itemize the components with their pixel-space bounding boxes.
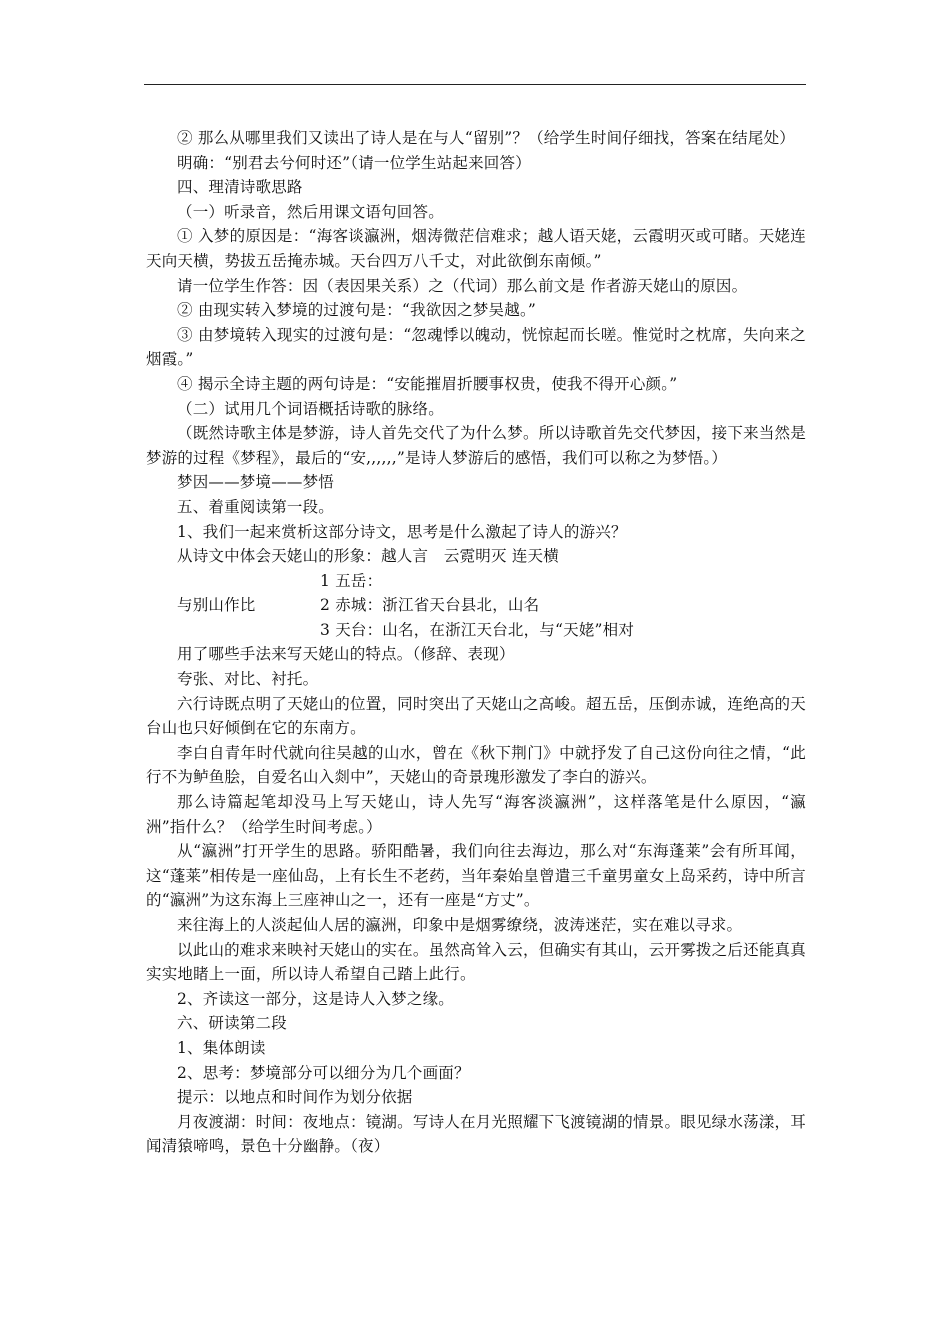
comparison-item: 2 赤城：浙江省天台县北，山名 bbox=[320, 596, 540, 615]
paragraph: 2、思考：梦境部分可以细分为几个画面？ bbox=[177, 1063, 470, 1082]
paragraph: 来往海上的人淡起仙人居的瀛洲，印象中是烟雾缭绕，波涛迷茫，实在难以寻求。 bbox=[177, 916, 743, 934]
paragraph: 从“瀛洲”打开学生的思路。骄阳酷暑，我们向往去海边，那么对“东海蓬莱”会有所耳闻，这“蓬莱”相传是一座仙岛，上有长生不老药，当年秦始皇曾遣三千童男童女上岛采药，诗中所言的“瀛洲”为这东海上三座神山之一，还有一座是“方丈”。 bbox=[146, 842, 806, 910]
paragraph: 那么诗篇起笔却没马上写天姥山，诗人先写“海客淡瀛洲”，这样落笔是什么原因，“瀛洲”指什么？（给学生时间考虑。） bbox=[146, 793, 806, 836]
comparison-item: 1 五岳： bbox=[320, 571, 383, 590]
paragraph: 1、集体朗读 bbox=[177, 1038, 266, 1057]
paragraph: 请一位学生作答：因（表因果关系）之（代词）那么前文是 作者游天姥山的原因。 bbox=[177, 276, 748, 295]
paragraph: 用了哪些手法来写天姥山的特点。（修辞、表现） bbox=[177, 645, 515, 664]
paragraph: 月夜渡湖：时间：夜地点：镜湖。写诗人在月光照耀下飞渡镜湖的情景。眼见绿水荡漾，耳闻清猿啼鸣，景色十分幽静。（夜） bbox=[146, 1112, 806, 1156]
paragraph: 2、齐读这一部分，这是诗人入梦之缘。 bbox=[177, 989, 454, 1008]
paragraph: ④ 揭示全诗主题的两句诗是：“安能摧眉折腰事权贵，使我不得开心颜。” bbox=[177, 374, 678, 393]
paragraph: 1、我们一起来赏析这部分诗文，思考是什么激起了诗人的游兴？ bbox=[177, 522, 627, 541]
paragraph: 李白自青年时代就向往吴越的山水，曾在《秋下荆门》中就抒发了自己这份向往之情，“此行不为鲈鱼脍，自爱名山入剡中”，天姥山的奇景瑰形激发了李白的游兴。 bbox=[146, 743, 806, 787]
paragraph: 夸张、对比、衬托。 bbox=[177, 670, 319, 689]
paragraph: ② 那么从哪里我们又读出了诗人是在与人“留别”？（给学生时间仔细找，答案在结尾处） bbox=[177, 129, 795, 147]
document-body bbox=[146, 126, 806, 1159]
paragraph: 明确：“别君去兮何时还”（请一位学生站起来回答） bbox=[177, 153, 531, 172]
paragraph: 从诗文中体会天姥山的形象：越人言 云霓明灭 连天横 bbox=[177, 547, 559, 566]
comparison-row bbox=[146, 618, 806, 643]
header-rule bbox=[144, 84, 806, 85]
paragraph: 以此山的难求来映衬天姥山的实在。虽然高耸入云，但确实有其山，云开雾拨之后还能真真实实地睹上一面，所以诗人希望自己踏上此行。 bbox=[146, 940, 806, 984]
section-heading: 六、研读第二段 bbox=[177, 1014, 287, 1033]
paragraph: 梦因——梦境——梦悟 bbox=[177, 473, 335, 492]
comparison-row bbox=[146, 569, 806, 594]
comparison-item: 3 天台：山名，在浙江天台北，与“天姥”相对 bbox=[320, 620, 635, 639]
paragraph: ② 由现实转入梦境的过渡句是：“我欲因之梦吴越。” bbox=[177, 301, 537, 320]
paragraph: 六行诗既点明了天姥山的位置，同时突出了天姥山之高峻。超五岳，压倒赤诚，连绝高的天台山也只好倾倒在它的东南方。 bbox=[146, 694, 806, 738]
paragraph: ③ 由梦境转入现实的过渡句是：“忽魂悸以魄动，恍惊起而长嗟。惟觉时之枕席，失向来之烟霞。” bbox=[146, 325, 806, 369]
subsection-heading: （一）听录音，然后用课文语句回答。 bbox=[177, 202, 444, 221]
section-heading: 四、理清诗歌思路 bbox=[177, 178, 303, 197]
subsection-heading: （二）试用几个词语概括诗歌的脉络。 bbox=[177, 399, 444, 418]
paragraph: （既然诗歌主体是梦游，诗人首先交代了为什么梦。所以诗歌首先交代梦因，接下来当然是梦游的过程《梦程》，最后的“安,,,,,,”是诗人梦游后的感悟，我们可以称之为梦悟。） bbox=[146, 424, 806, 467]
paragraph: ① 入梦的原因是：“海客谈瀛洲，烟涛微茫信难求；越人语天姥，云霞明灭或可睹。天姥连天向天横，势拔五岳掩赤城。天台四万八千丈，对此欲倒东南倾。” bbox=[146, 227, 806, 270]
mountain-comparison bbox=[146, 569, 806, 643]
section-heading: 五、着重阅读第一段。 bbox=[177, 497, 335, 516]
comparison-label: 与别山作比 bbox=[177, 596, 256, 615]
comparison-row bbox=[146, 593, 806, 618]
paragraph: 提示：以地点和时间作为划分依据 bbox=[177, 1088, 413, 1107]
